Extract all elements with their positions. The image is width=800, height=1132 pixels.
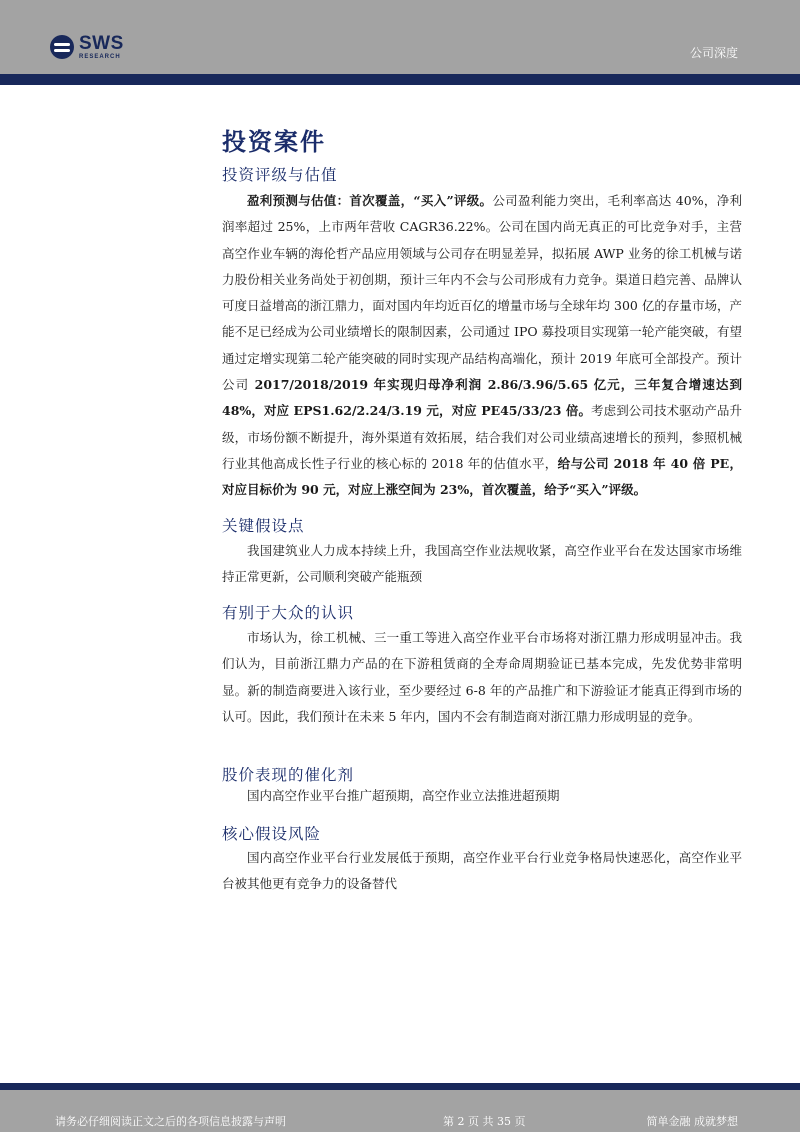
assumptions-paragraph: 我国建筑业人力成本持续上升，我国高空作业法规收紧，高空作业平台在发达国家市场维持正常更新，公司顺利突破产能瓶颈 [222,543,742,585]
section-heading-differ: 有别于大众的认识 [222,604,355,622]
sws-logo [50,34,124,60]
sws-logo-icon [50,35,74,59]
logo-main-text: SWS [79,33,124,54]
rating-text-run: 考虑到公司技术驱动产品升级，市场份额不断提升，海外渠道有效拓展，结合我们对公司业绩高速增长的预判，参照机械行业其他高成长性子行业的核心标的 2018 年的估值水平， [222,403,742,471]
rating-text-run: 盈利预测与估值：首次覆盖，“买入”评级。 [247,193,493,208]
section-heading-risk: 核心假设风险 [222,825,322,843]
rating-paragraph [222,188,742,504]
footer-page-number: 第 2 页 共 35 页 [443,1115,526,1128]
footer-disclaimer: 请务必仔细阅读正文之后的各项信息披露与声明 [55,1115,286,1128]
rating-text-run: 2017/2018/2019 年实现归母净利润 2.86/3.96/5.65 亿元，三年复合增速达到 48%，对应 EPS1.62/2.24/3.19 元，对应 PE45/33/23 倍。 [222,377,742,419]
rating-text-run: 公司盈利能力突出，毛利率高达 40%，净利润率超过 25%，上市两年营收 CAGR36.22%。公司在国内尚无真正的可比竞争对手，主营高空作业车辆的海伦哲产品应用领域与公司存在明显差异，拟拓展 AWP 业务的徐工机械与诺力股份相关业务尚处于初创期，预计三年内不会与公司形成有力竞争。渠道日趋完善、品牌认可度日益增高的浙江鼎力，面对国内年均近百亿的增量市场与全球年均 300 亿的存量市场，产能不足已经成为公司业绩增长的限制因素，公司通过 IPO 募投项目实现第一轮产能突破，有望通过定增实现第二轮产能突破的同时实现产品结构高端化，预计 2019 年底可全部投产。预计公司 [222,193,742,393]
footer-slogan: 简单金融 成就梦想 [646,1115,738,1128]
footer-rule [0,1083,800,1090]
differ-paragraph: 市场认为，徐工机械、三一重工等进入高空作业平台市场将对浙江鼎力形成明显冲击。我们认为，目前浙江鼎力产品的在下游租赁商的全寿命周期验证已基本完成，先发优势非常明显。新的制造商要进入该行业，至少要经过 6-8 年的产品推广和下游验证才能真正得到市场的认可。因此，我们预计在未来 5 年内，国内不会有制造商对浙江鼎力形成明显的竞争。 [222,630,742,724]
header-rule [0,74,800,85]
logo-sub-text: RESEARCH [79,54,121,60]
risk-paragraph: 国内高空作业平台行业发展低于预期，高空作业平台行业竞争格局快速恶化，高空作业平台被其他更有竞争力的设备替代 [222,850,742,892]
report-type-label: 公司深度 [689,46,738,60]
page-title: 投资案件 [222,127,326,156]
catalyst-paragraph: 国内高空作业平台推广超预期，高空作业立法推进超预期 [247,788,560,803]
section-heading-rating: 投资评级与估值 [222,166,338,184]
section-heading-catalyst: 股价表现的催化剂 [222,766,355,784]
rating-text-run: 给与公司 2018 年 40 倍 PE，对应目标价为 90 元，对应上涨空间为 23%，首次覆盖，给予“买入”评级。 [222,455,743,498]
section-heading-assumptions: 关键假设点 [222,517,305,535]
